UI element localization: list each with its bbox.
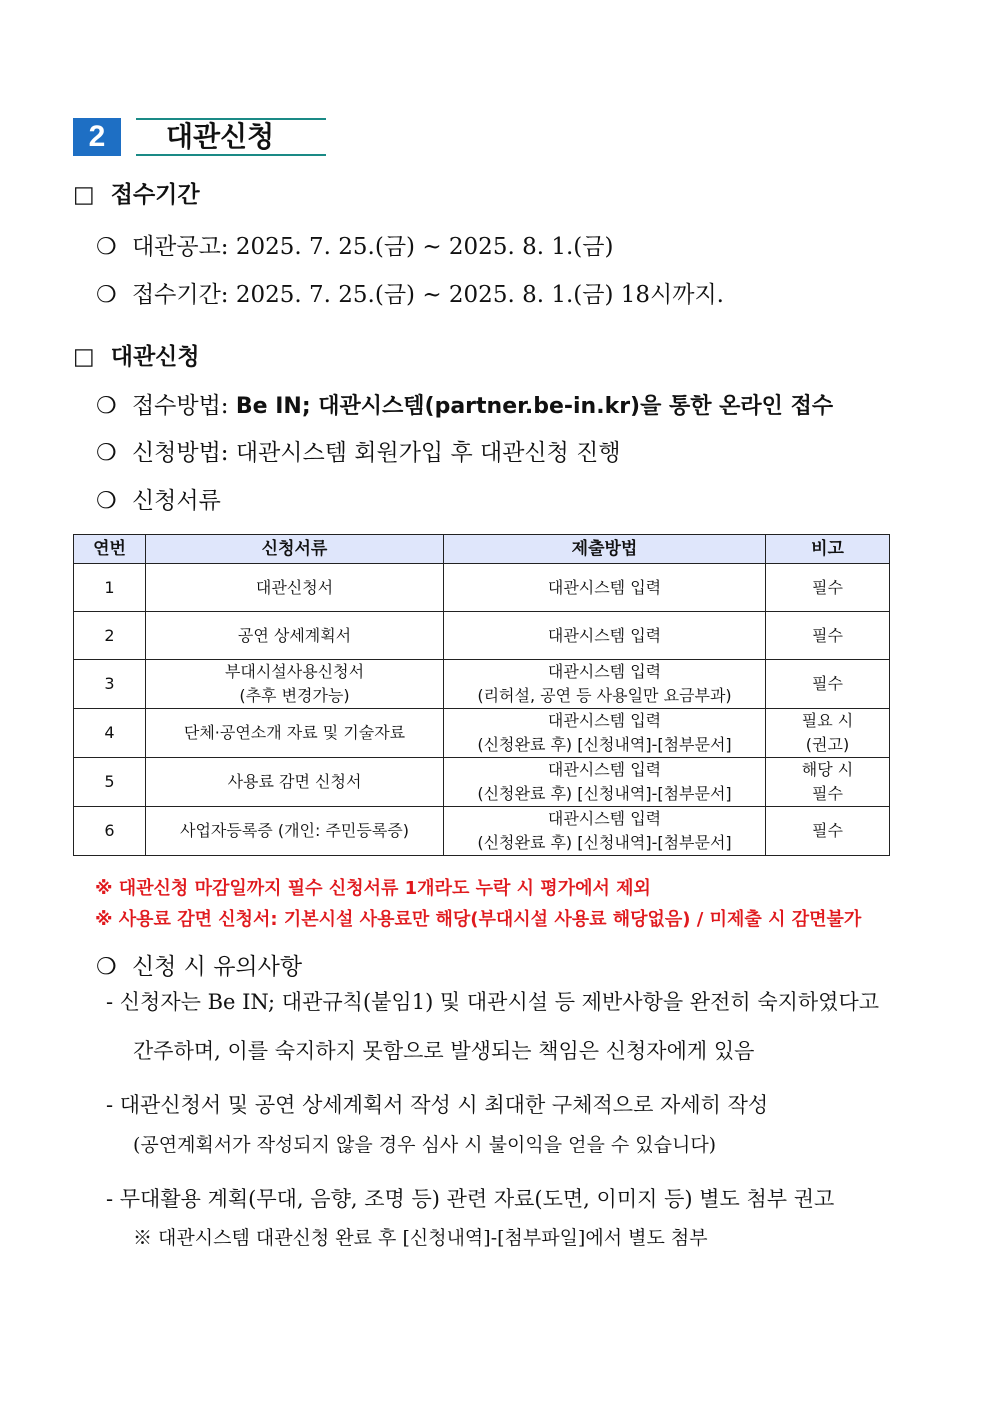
note-item-2-line-1: - 대관신청서 및 공연 상세계획서 작성 시 최대한 구체적으로 자세히 작성 <box>106 1093 769 1117</box>
cell-no-text: 3 <box>104 674 115 693</box>
cell-note <box>766 660 890 709</box>
square-bullet-icon: □ <box>73 344 95 370</box>
table-row <box>74 660 890 709</box>
cell-document-text: (추후 변경가능) <box>239 686 350 705</box>
circle-bullet-icon: ❍ <box>96 488 117 514</box>
header-no: 연번 <box>74 535 146 564</box>
reception-notice-line: ❍ 대관공고: 2025. 7. 25.(금) ~ 2025. 8. 1.(금) <box>96 234 614 260</box>
cell-document <box>146 564 444 612</box>
cell-note-text: (권고) <box>805 735 850 754</box>
cell-method-text: 대관시스템 입력 <box>547 809 662 828</box>
cell-method-text: (리허설, 공연 등 사용일만 요금부과) <box>477 686 732 705</box>
cell-method-text: 대관시스템 입력 <box>547 662 662 681</box>
cell-method-text: 대관시스템 입력 <box>547 577 662 597</box>
section-title-box <box>136 118 326 156</box>
cell-note <box>766 564 890 612</box>
cell-note <box>766 709 890 758</box>
table-header-row <box>74 535 890 564</box>
cell-method <box>444 660 766 709</box>
table-row <box>74 612 890 660</box>
section-title: 대관신청 <box>166 120 275 153</box>
note-item-3-line-1: - 무대활용 계획(무대, 음향, 조명 등) 관련 자료(도면, 이미지 등) 별도 첨부 권고 <box>106 1187 835 1211</box>
cell-no <box>74 612 146 660</box>
application-method-line: ❍ 접수방법: Be IN; 대관시스템(partner.be-in.kr)을 통한 온라인 접수 <box>96 393 834 419</box>
application-heading: □ 대관신청 <box>73 344 200 370</box>
section-number: 2 <box>73 118 121 156</box>
cell-note-text: 필수 <box>812 784 843 803</box>
header-method: 제출방법 <box>444 535 766 564</box>
cell-document-text: 대관신청서 <box>255 577 334 597</box>
table-row <box>74 758 890 807</box>
cell-no-text: 2 <box>104 625 115 645</box>
cell-no <box>74 660 146 709</box>
cell-no <box>74 564 146 612</box>
cell-document <box>146 758 444 807</box>
table-row <box>74 709 890 758</box>
cell-method-text: 대관시스템 입력 <box>547 760 662 779</box>
cell-method <box>444 564 766 612</box>
application-docs-line: ❍ 신청서류 <box>96 488 221 514</box>
notes-heading: ❍ 신청 시 유의사항 <box>96 954 303 980</box>
cell-note <box>766 758 890 807</box>
cell-document <box>146 709 444 758</box>
cell-no <box>74 807 146 856</box>
cell-method <box>444 709 766 758</box>
cell-document-text: 사업자등록증 (개인: 주민등록증) <box>180 821 409 840</box>
cell-note-text: 필요 시 <box>801 711 854 730</box>
cell-document <box>146 612 444 660</box>
cell-no-text: 6 <box>104 821 115 840</box>
cell-document-text: 단체·공연소개 자료 및 기술자료 <box>183 723 406 742</box>
application-process-line: ❍ 신청방법: 대관시스템 회원가입 후 대관신청 진행 <box>96 440 621 466</box>
cell-note <box>766 807 890 856</box>
reception-period-line: ❍ 접수기간: 2025. 7. 25.(금) ~ 2025. 8. 1.(금) 18시까지. <box>96 282 724 308</box>
cell-document-text: 공연 상세계획서 <box>237 625 352 645</box>
circle-bullet-icon: ❍ <box>96 393 117 419</box>
cell-document <box>146 807 444 856</box>
cell-method-text: (신청완료 후) [신청내역]-[첨부문서] <box>477 833 732 852</box>
reception-heading: □ 접수기간 <box>73 182 200 208</box>
warning-deadline: ※ 대관신청 마감일까지 필수 신청서류 1개라도 누락 시 평가에서 제외 <box>95 878 651 899</box>
cell-method-text: (신청완료 후) [신청내역]-[첨부문서] <box>477 735 732 754</box>
cell-method-text: 대관시스템 입력 <box>547 625 662 645</box>
cell-no-text: 5 <box>104 772 115 791</box>
cell-document-text: 부대시설사용신청서 <box>224 662 365 681</box>
documents-table <box>73 534 890 856</box>
cell-no-text: 4 <box>104 723 115 742</box>
cell-no-text: 1 <box>104 577 115 597</box>
cell-note-text: 해당 시 <box>801 760 854 779</box>
circle-bullet-icon: ❍ <box>96 440 117 466</box>
note-item-1-line-1: - 신청자는 Be IN; 대관규칙(붙임1) 및 대관시설 등 제반사항을 완전히 숙지하였다고 <box>106 990 880 1014</box>
cell-document <box>146 660 444 709</box>
cell-note <box>766 612 890 660</box>
cell-method <box>444 612 766 660</box>
cell-note-text: 필수 <box>812 674 843 693</box>
circle-bullet-icon: ❍ <box>96 954 117 980</box>
cell-note-text: 필수 <box>812 577 843 597</box>
square-bullet-icon: □ <box>73 182 95 208</box>
table-row <box>74 807 890 856</box>
circle-bullet-icon: ❍ <box>96 234 117 260</box>
cell-method-text: 대관시스템 입력 <box>547 711 662 730</box>
note-item-2-line-2: (공연계획서가 작성되지 않을 경우 심사 시 불이익을 얻을 수 있습니다) <box>133 1134 717 1156</box>
circle-bullet-icon: ❍ <box>96 282 117 308</box>
note-item-3-line-2: ※ 대관시스템 대관신청 완료 후 [신청내역]-[첨부파일]에서 별도 첨부 <box>133 1227 708 1249</box>
header-document: 신청서류 <box>146 535 444 564</box>
application-method-text: Be IN; 대관시스템(partner.be-in.kr)을 통한 온라인 접수 <box>235 394 834 419</box>
cell-note-text: 필수 <box>812 821 843 840</box>
cell-method-text: (신청완료 후) [신청내역]-[첨부문서] <box>477 784 732 803</box>
cell-method <box>444 807 766 856</box>
cell-method <box>444 758 766 807</box>
cell-no <box>74 709 146 758</box>
header-note: 비고 <box>766 535 890 564</box>
cell-note-text: 필수 <box>812 625 843 645</box>
cell-document-text: 사용료 감면 신청서 <box>227 772 362 791</box>
warning-fee-reduction: ※ 사용료 감면 신청서: 기본시설 사용료만 해당(부대시설 사용료 해당없음) / 미제출 시 감면불가 <box>95 909 862 930</box>
table-row <box>74 564 890 612</box>
note-item-1-line-2: 간주하며, 이를 숙지하지 못함으로 발생되는 책임은 신청자에게 있음 <box>133 1039 755 1063</box>
cell-no <box>74 758 146 807</box>
